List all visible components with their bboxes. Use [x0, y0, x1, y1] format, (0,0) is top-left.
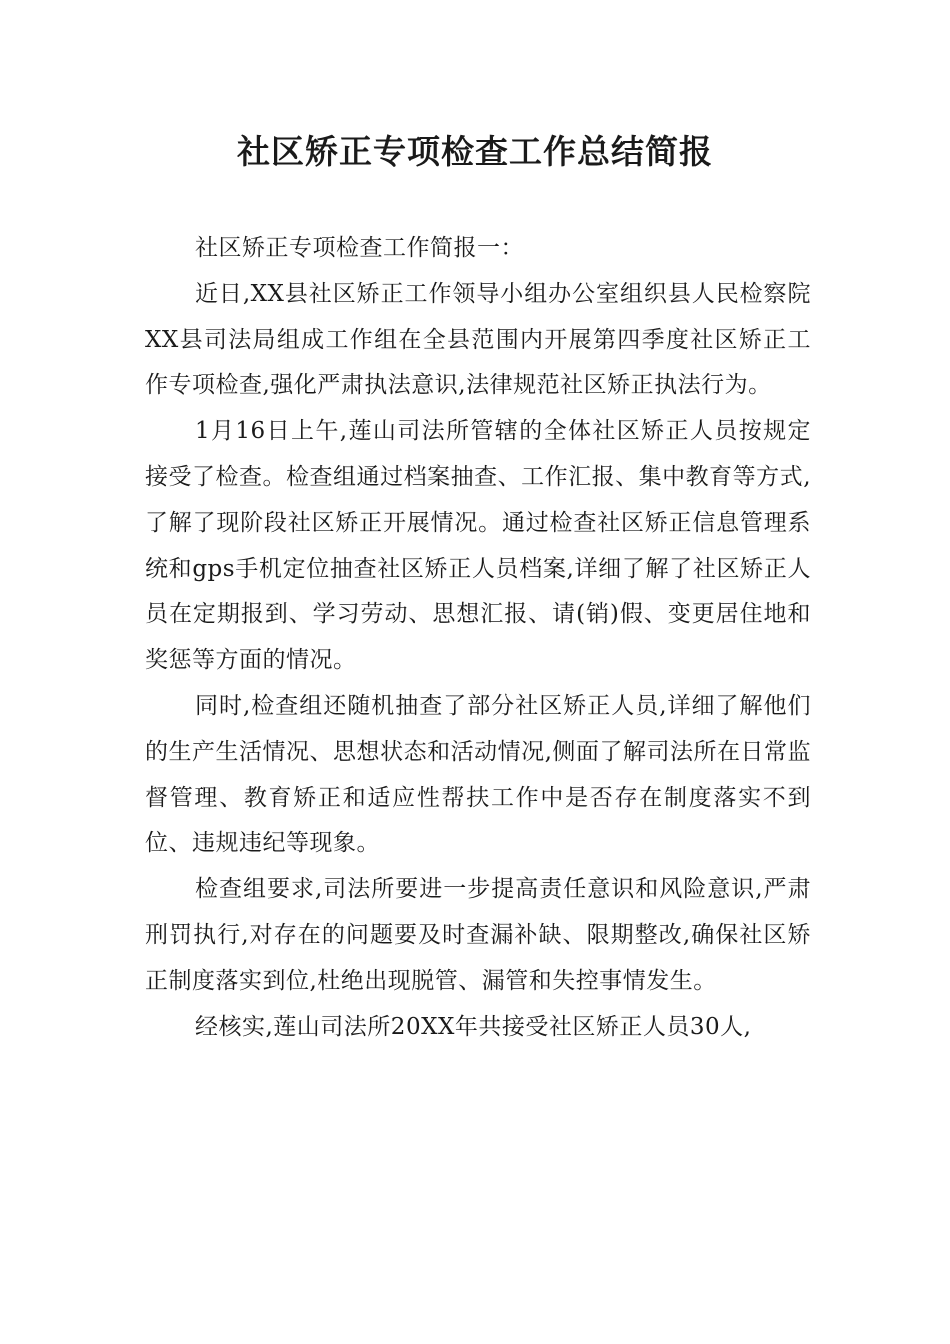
paragraph-subtitle: 社区矫正专项检查工作简报一：	[195, 235, 524, 261]
paragraph: 经核实,莲山司法所20XX年共接受社区矫正人员30人,	[195, 1013, 752, 1040]
paragraph: 近日,XX县社区矫正工作领导小组办公室组织县人民检察院XX县司法局组成工作组在全县范围内开展第四季度社区矫正工作专项检查,强化严肃执法意识,法律规范社区矫正执法行为。	[145, 280, 811, 399]
document-body	[145, 226, 811, 1050]
paragraph: 1月16日上午,莲山司法所管辖的全体社区矫正人员按规定接受了检查。检查组通过档案抽查、工作汇报、集中教育等方式,了解了现阶段社区矫正开展情况。通过检查社区矫正信息管理系统和gps手机定位抽查社区矫正人员档案,详细了解了社区矫正人员在定期报到、学习劳动、思想汇报、请(销)假、变更居住地和奖惩等方面的情况。	[145, 418, 811, 674]
paragraph: 同时,检查组还随机抽查了部分社区矫正人员,详细了解他们的生产生活情况、思想状态和活动情况,侧面了解司法所在日常监督管理、教育矫正和适应性帮扶工作中是否存在制度落实不到位、违规违纪等现象。	[145, 692, 811, 857]
paragraph: 检查组要求,司法所要进一步提高责任意识和风险意识,严肃刑罚执行,对存在的问题要及时查漏补缺、限期整改,确保社区矫正制度落实到位,杜绝出现脱管、漏管和失控事情发生。	[145, 876, 811, 994]
document-title: 社区矫正专项检查工作总结简报	[237, 132, 713, 171]
